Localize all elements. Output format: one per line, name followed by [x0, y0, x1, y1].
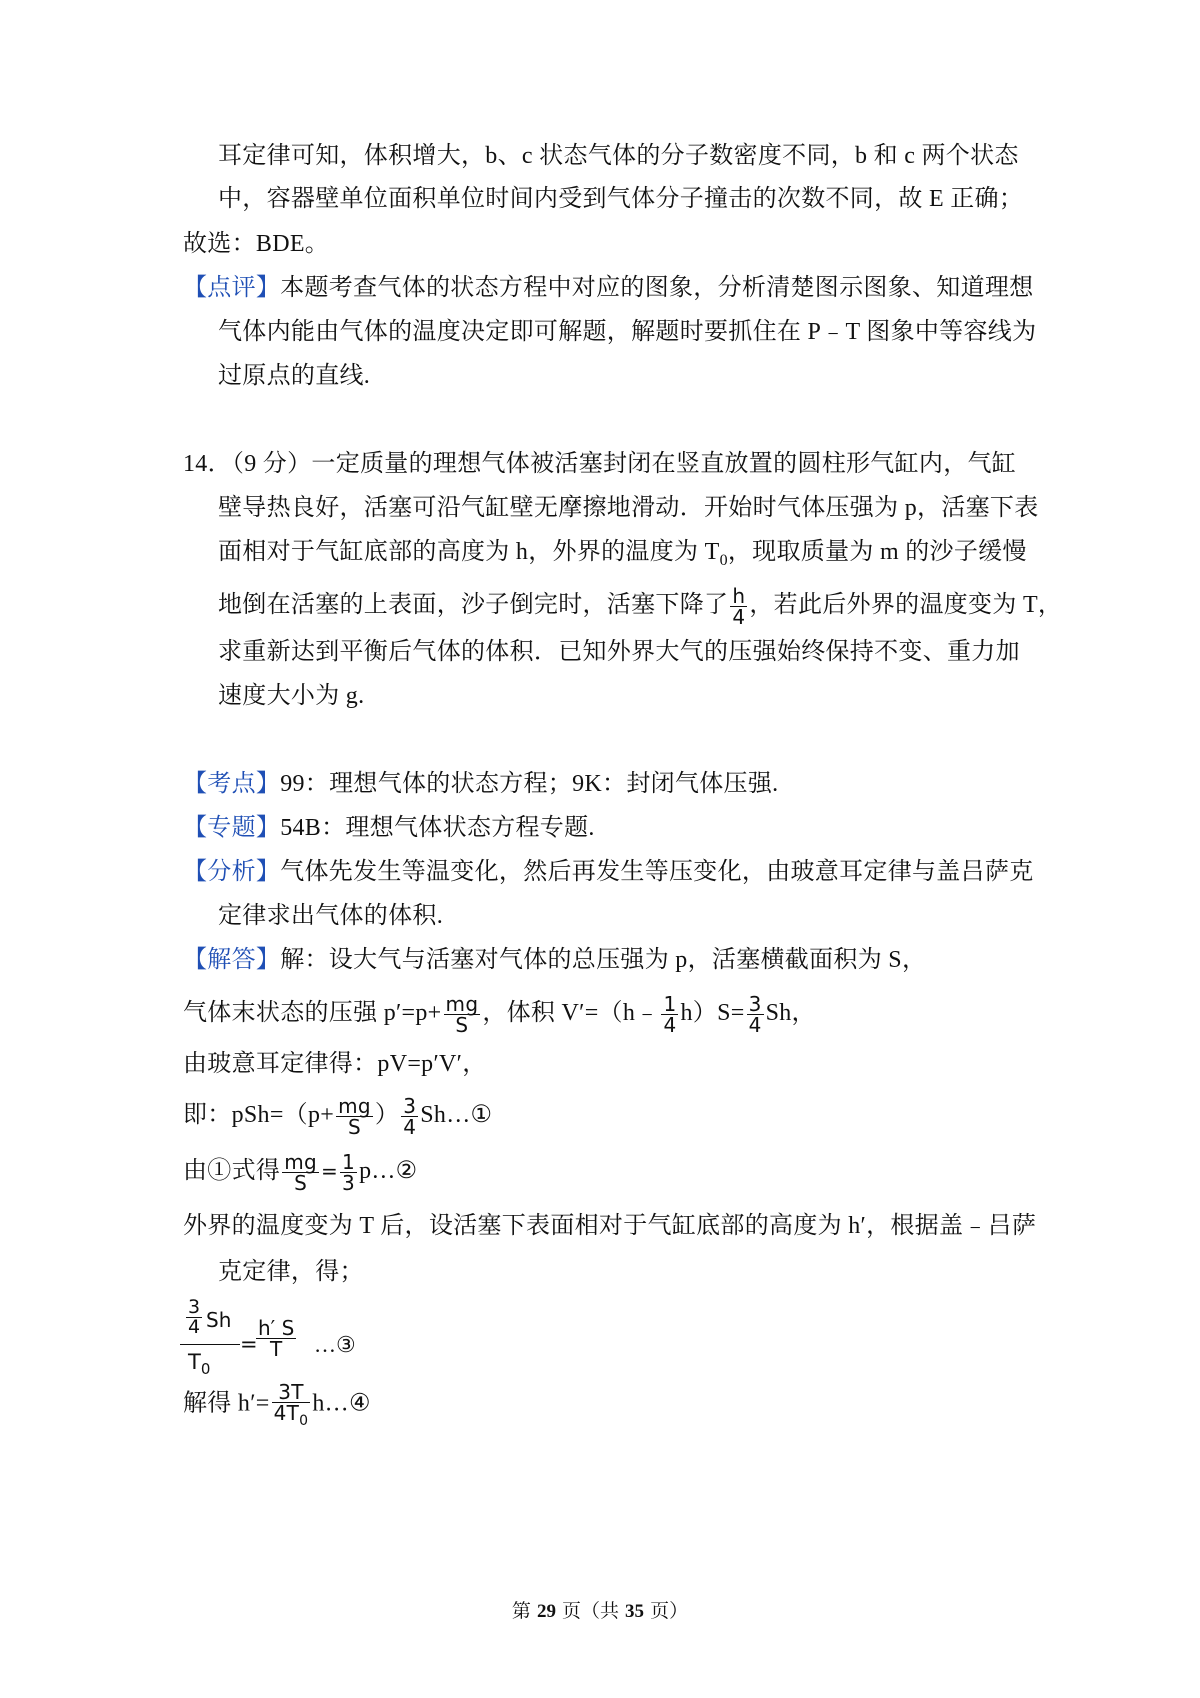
zhuanti-text: 54B：理想气体状态方程专题. — [280, 815, 595, 841]
j2-frac-2 — [661, 994, 678, 1035]
j2-text-b: ，体积 V′=（h﹣ — [482, 1000, 660, 1027]
eq3-equals: = — [240, 1332, 258, 1356]
review-text-1: 本题考查气体的状态方程中对应的图象，分析清楚图示图象、知道理想 — [280, 275, 1034, 301]
j5-f1-num: mg — [284, 1150, 317, 1174]
eq3-main-bar — [180, 1344, 240, 1345]
j5-f2-num: 1 — [342, 1150, 356, 1174]
j5-equals: = — [320, 1159, 339, 1184]
j2-f3-num: 3 — [748, 992, 762, 1016]
j4-text-c: Sh…① — [420, 1102, 493, 1129]
j4-f2-num: 3 — [403, 1094, 417, 1118]
j2-text-d: Sh， — [765, 1000, 816, 1027]
eq3-right-frac — [256, 1318, 296, 1359]
eq3-right-num: h′ S — [258, 1316, 295, 1340]
eq3-tail: …③ — [314, 1332, 356, 1357]
j4-text-a: 即：pSh=（p+ — [183, 1102, 335, 1129]
equation-3 — [180, 1298, 380, 1390]
j9-text-a: 解得 h′= — [183, 1390, 270, 1417]
prev-line-1: 耳定律可知，体积增大，b、c 状态气体的分子数密度不同，b 和 c 两个状态 — [218, 143, 1019, 169]
q4-text-a: 地倒在活塞的上表面，沙子倒完时，活塞下降了 — [218, 592, 729, 619]
question-line-3 — [218, 536, 1027, 577]
zhuanti-line — [183, 812, 595, 844]
footer-total-pages: 35 — [625, 1601, 645, 1622]
j5-f2-den: 3 — [342, 1171, 356, 1195]
q4-text-b: ，若此后外界的温度变为 T， — [749, 592, 1063, 619]
j2-f2-num: 1 — [663, 992, 677, 1016]
j5-frac-2 — [340, 1152, 357, 1193]
j9-f-den-sub: 0 — [299, 1413, 309, 1429]
eq3-bot-sub: 0 — [200, 1360, 211, 1379]
jieda-tag: 【解答】 — [183, 947, 281, 973]
fenxi-line-2: 定律求出气体的体积. — [218, 903, 443, 929]
question-line-5: 求重新达到平衡后气体的体积．已知外界大气的压强始终保持不变、重力加 — [218, 639, 1020, 665]
j5-text-a: 由①式得 — [183, 1158, 281, 1185]
footer-post: 页） — [644, 1600, 689, 1622]
q4-frac-num: h — [730, 586, 747, 607]
review-line-1 — [183, 272, 1034, 304]
q3-sub: 0 — [719, 551, 728, 569]
j5-text-b: p…② — [359, 1158, 418, 1185]
j4-frac-2 — [401, 1096, 418, 1137]
j2-frac-1 — [444, 994, 481, 1035]
j4-frac-1 — [336, 1096, 373, 1137]
jieda-line-9 — [183, 1382, 371, 1428]
j2-frac-3 — [747, 994, 764, 1035]
eq3-top-sh: Sh — [206, 1308, 232, 1332]
kaodian-tag: 【考点】 — [183, 771, 281, 797]
question-line-1: 14．（9 分）一定质量的理想气体被活塞封闭在竖直放置的圆柱形气缸内，气缸 — [183, 451, 1017, 477]
q4-frac-den: 4 — [732, 605, 746, 629]
q3-text-a: 面相对于气缸底部的高度为 h，外界的温度为 T — [218, 539, 720, 565]
jieda-line-4 — [183, 1096, 492, 1137]
prev-line-3: 故选：BDE。 — [183, 231, 330, 257]
j2-text-a: 气体末状态的压强 p′=p+ — [183, 1000, 442, 1027]
eq3-top-num: 3 — [188, 1296, 201, 1318]
jieda-line-6: 外界的温度变为 T 后，设活塞下表面相对于气缸底部的高度为 h′，根据盖﹣吕萨 — [183, 1213, 1037, 1239]
eq3-bot-t: T — [188, 1350, 201, 1374]
kaodian-line — [183, 768, 778, 800]
footer-mid: 页（共 — [555, 1600, 626, 1622]
j4-f1-den: S — [348, 1115, 362, 1139]
j9-f-den — [272, 1403, 311, 1428]
zhuanti-tag: 【专题】 — [183, 815, 281, 841]
fenxi-line-1 — [183, 856, 1034, 888]
j4-text-b: ） — [374, 1102, 400, 1129]
question-line-2: 壁导热良好，活塞可沿气缸壁无摩擦地滑动．开始时气体压强为 p，活塞下表 — [218, 495, 1039, 521]
j2-f3-den: 4 — [748, 1013, 762, 1037]
kaodian-text: 99：理想气体的状态方程；9K：封闭气体压强. — [280, 771, 779, 797]
eq3-right-den: T — [270, 1337, 283, 1361]
jieda-text-1: 解：设大气与活塞对气体的总压强为 p，活塞横截面积为 S， — [280, 947, 927, 973]
eq3-bottom — [188, 1350, 210, 1378]
footer-page-number: 29 — [536, 1601, 556, 1622]
j4-f1-num: mg — [338, 1094, 371, 1118]
j9-f-num: 3T — [272, 1382, 311, 1403]
review-tag: 【点评】 — [183, 275, 281, 301]
footer-pre: 第 — [511, 1600, 537, 1622]
j9-text-b: h…④ — [312, 1390, 371, 1417]
jieda-line-1 — [183, 944, 926, 976]
jieda-line-3: 由玻意耳定律得：pV=p′V′， — [183, 1051, 487, 1077]
j2-f1-num: mg — [445, 992, 479, 1016]
fenxi-tag: 【分析】 — [183, 859, 281, 885]
fenxi-text-1: 气体先发生等温变化，然后再发生等压变化，由玻意耳定律与盖吕萨克 — [280, 859, 1034, 885]
jieda-line-5 — [183, 1152, 418, 1193]
jieda-line-2 — [183, 994, 816, 1035]
q4-fraction — [730, 586, 747, 627]
jieda-line-7: 克定律，得； — [218, 1259, 364, 1285]
question-line-6: 速度大小为 g. — [218, 683, 365, 709]
j9-frac — [272, 1382, 311, 1428]
j2-text-c: h）S= — [680, 1000, 745, 1027]
review-line-3: 过原点的直线. — [218, 363, 371, 389]
j5-frac-1 — [282, 1152, 319, 1193]
review-line-2: 气体内能由气体的温度决定即可解题，解题时要抓住在 P﹣T 图象中等容线为 — [218, 319, 1037, 345]
page-footer — [0, 1596, 1200, 1623]
j9-f-den-text: 4T — [273, 1401, 300, 1425]
prev-line-2: 中，容器壁单位面积单位时间内受到气体分子撞击的次数不同，故 E 正确； — [218, 186, 1024, 212]
q3-text-b: ，现取质量为 m 的沙子缓慢 — [727, 539, 1027, 565]
j2-f1-den: S — [455, 1013, 469, 1037]
j5-f1-den: S — [294, 1171, 308, 1195]
j2-f2-den: 4 — [663, 1013, 677, 1037]
eq3-top-frac — [186, 1298, 202, 1337]
question-line-4 — [218, 586, 1062, 627]
eq3-top-den: 4 — [188, 1316, 201, 1338]
j4-f2-den: 4 — [403, 1115, 417, 1139]
